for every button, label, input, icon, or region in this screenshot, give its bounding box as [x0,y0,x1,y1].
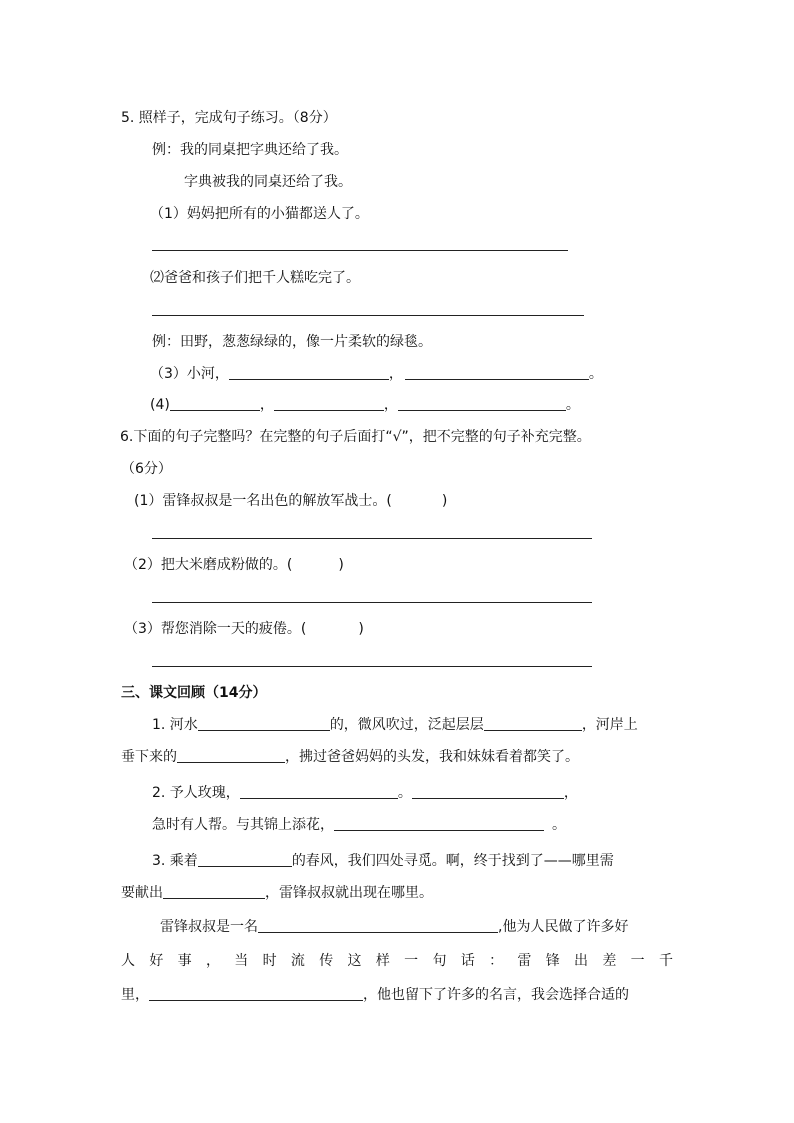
s3-l8-char: 锋 [545,953,560,969]
period: 。 [565,397,580,413]
q5-item2-answer-line[interactable] [152,315,584,316]
close-paren: ) [338,557,344,573]
q6-item3-text: （3）帮您消除一天的疲倦。( [124,621,307,637]
q5-item4-blank-3[interactable] [398,396,566,411]
s3-l3-blank-1[interactable] [240,784,398,799]
q5-example1-rewritten: 字典被我的同桌还给了我。 [184,174,352,190]
s3-l8-char: ， [205,953,220,969]
s3-l8-char: 流 [290,953,305,969]
comma: ， [259,397,274,413]
q5-example1-original: 例：我的同桌把字典还给了我。 [152,142,348,158]
s3-l8-char: 句 [432,953,447,969]
s3-line8 [121,951,673,971]
period: 。 [588,366,603,382]
s3-l8-char: ： [489,953,504,969]
s3-line6 [121,883,433,903]
s3-l1-blank-2[interactable] [484,716,582,731]
q6-item3 [124,619,364,639]
s3-l3-text-b: 。 [397,785,412,801]
s3-line2 [121,747,579,767]
s3-l1-text-a: 1. 河水 [152,717,198,733]
q6-item3-answer-line[interactable] [152,666,592,667]
s3-l8-char: 千 [658,953,673,969]
s3-l6-text-b: ，雷锋叔叔就出现在哪里。 [265,885,433,901]
q5-example2: 例：田野，葱葱绿绿的，像一片柔软的绿毯。 [152,334,432,350]
s3-l8-char: 出 [574,953,588,969]
s3-line1 [152,715,638,735]
s3-l1-text-b: 的，微风吹过，泛起层层 [329,717,484,733]
q6-item2 [124,555,344,575]
s3-line4 [152,815,566,835]
section3-title: 三、课文回顾（14分） [121,685,267,701]
s3-l5-text-a: 3. 乘着 [152,853,198,869]
s3-l8-char: 这 [347,953,362,969]
s3-l8-char: 样 [375,953,390,969]
q6-item1-answer-line[interactable] [152,538,592,539]
s3-l7-text-b: ,他为人民做了许多好 [498,919,629,935]
s3-l5-text-b: 的春风，我们四处寻觅。啊，终于找到了——哪里需 [291,853,614,869]
comma: ， [388,366,403,382]
s3-l3-blank-2[interactable] [412,784,564,799]
comma: ， [383,397,398,413]
q6-title: 6.下面的句子完整吗？在完整的句子后面打“√”，把不完整的句子补充完整。 [120,429,591,445]
q5-item2: ⑵爸爸和孩子们把千人糕吃完了。 [150,270,360,286]
s3-l8-char: 好 [149,953,164,969]
q6-item1-text: (1）雷锋叔叔是一名出色的解放军战士。( [134,493,392,509]
s3-l9-text-b: ，他也留下了许多的名言，我会选择合适的 [363,987,629,1003]
s3-l8-char: 人 [121,953,135,969]
s3-l1-blank-1[interactable] [198,716,330,731]
s3-l8-char: 事 [177,953,192,969]
s3-l8-char: 一 [404,953,419,969]
q5-item1: （1）妈妈把所有的小猫都送人了。 [150,206,369,222]
s3-l3-text-c: ， [563,785,578,801]
q5-item3-blank-1[interactable] [229,365,389,380]
close-paren: ) [358,621,364,637]
q5-title: 5. 照样子，完成句子练习。（8分） [121,110,337,126]
q6-item1 [134,491,447,511]
q5-item1-answer-line[interactable] [152,250,568,251]
s3-l8-char: 一 [630,953,645,969]
q5-item4-blank-2[interactable] [274,396,384,411]
s3-l8-char: 差 [602,953,617,969]
s3-l7-text-a: 雷锋叔叔是一名 [160,919,258,935]
s3-l5-blank[interactable] [198,852,292,867]
q5-item3 [150,364,603,384]
q6-item2-text: （2）把大米磨成粉做的。( [124,557,293,573]
s3-l8-char: 传 [319,953,334,969]
s3-line7 [160,917,628,937]
s3-l8-char: 雷 [517,953,532,969]
s3-l6-blank[interactable] [163,884,265,899]
s3-l9-text-a: 里， [121,987,149,1003]
s3-line5 [152,851,614,871]
s3-l8-char: 时 [262,953,277,969]
s3-l4-blank[interactable] [334,816,544,831]
q5-item3-blank-2[interactable] [405,365,589,380]
s3-l1-text-c: ，河岸上 [581,717,638,733]
s3-l9-blank[interactable] [149,986,363,1001]
close-paren: ) [441,493,448,509]
s3-line3 [152,783,578,803]
s3-line9 [121,985,629,1005]
s3-l7-blank[interactable] [258,918,498,933]
s3-l2-blank[interactable] [177,748,285,763]
s3-l6-text-a: 要献出 [121,885,163,901]
s3-l2-text-a: 垂下来的 [121,749,177,765]
q5-item3-label: （3）小河， [150,366,229,382]
s3-l8-char: 话 [460,953,475,969]
s3-l8-char: 当 [234,953,249,969]
s3-l4-text-a: 急时有人帮。与其锦上添花， [152,817,334,833]
s3-l4-text-b: 。 [552,817,566,833]
s3-l2-text-b: ，拂过爸爸妈妈的头发，我和妹妹看着都笑了。 [285,749,579,765]
q5-item4 [150,395,580,415]
q6-item2-answer-line[interactable] [152,602,592,603]
q5-item4-label: (4) [150,397,170,413]
s3-l3-text-a: 2. 予人玫瑰， [152,785,240,801]
q5-item4-blank-1[interactable] [170,396,260,411]
q6-score: （6分） [121,461,172,477]
